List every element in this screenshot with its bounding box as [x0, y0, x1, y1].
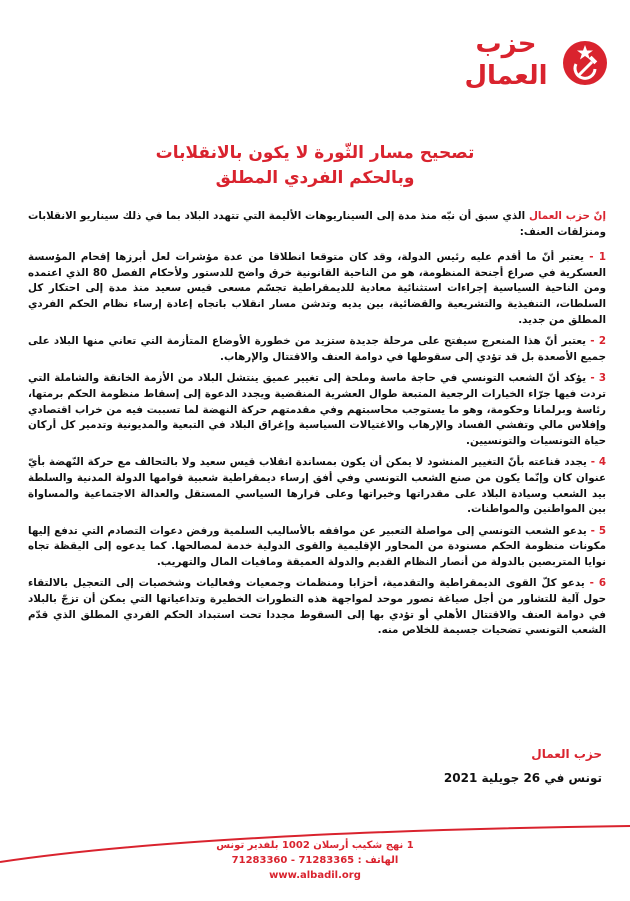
- intro-paragraph: [28, 209, 606, 240]
- logo-line-1: حزب: [475, 29, 537, 59]
- logo-text: [456, 28, 556, 92]
- title-line-1: تصحيح مسار الثّورة لا يكون بالانقلابات: [155, 143, 475, 163]
- item-text: يؤكد أنّ الشعب التونسي في حاجة ماسة وملحة إلى تغيير عميق ينتشل البلاد من الأزمة الخانقة والشاملة التي تردت فيها جرّاء الخيارات الرجعية المتبعة طوال العشرية المنقضية ويجدد الدعوة إلى إسقاط منظومة الحكم برمتها، رئاسة وبرلمانا وحكومة، وهو ما يستوجب محاسبتهم وفي مقدمتهم حركة النهضة لما تسببت فيه من خراب اقتصادي وإفلاس مالي وتفشي الفساد والإرهاب والاغتيالات السياسية وإغراق البلاد في التبعية والمديونية وتدمير كل أركان حياة التونسيات والتونسيين.: [28, 372, 606, 447]
- statement-item-3: [28, 371, 606, 449]
- item-text: يعتبر أنّ هذا المنعرج سيفتح على مرحلة جديدة ستزيد من خطورة الأوضاع المتأزمة التي تعاني منها البلاد على جميع الأصعدة بل قد تؤدي إلى سقوطها في دوامة العنف والاقتتال والإرهاب.: [28, 335, 606, 363]
- item-number: 6 -: [584, 577, 606, 590]
- statement-item-6: [28, 576, 606, 638]
- title-line-2: وبالحكم الفردي المطلق: [215, 168, 415, 188]
- item-number: 3 -: [586, 372, 606, 385]
- signature-party: حزب العمال: [531, 747, 602, 761]
- item-text: يدعو كلّ القوى الديمقراطية والتقدمية، أحزابا ومنظمات وجمعيات وفعاليات وشخصيات إلى التعجيل بالالتقاء حول آلية للتشاور من أجل صياغة تصور موحد لمواجهة هذه التطورات الخطيرة وتداعياتها التي يمكن أن تزجّ بالبلاد في دوامة العنف والاقتتال الأهلي أو تؤدي بها إلى السقوط مجددا تحت استبداد الحكم الفردي المطلق الذي قدّم الشعب التونسي تضحيات جسيمة للخلاص منه.: [28, 577, 606, 637]
- party-logo: [458, 12, 608, 122]
- footer: [0, 838, 630, 883]
- item-text: يدعو الشعب التونسي إلى مواصلة التعبير عن مواقفه بالأساليب السلمية ورفض دعوات التصادم التي تدفع إليها مكونات منظومة الحكم مسنودة من المحاور الإقليمية والقوى الدولية خدمة لمصالحها. كما يدعوه إلى اليقظة تجاه نوايا المتربصين بالدولة من أنصار النظام القديم والدولة العميقة ومافيات المال والتهريب.: [28, 524, 606, 568]
- item-number: 5 -: [586, 524, 606, 537]
- signature-date: تونس في 26 جويلية 2021: [443, 771, 602, 785]
- item-text: يعتبر أنّ ما أقدم عليه رئيس الدولة، وقد كان متوقعا انطلاقا من عدة مؤشرات لعل أبرزها إقحام المؤسسة العسكرية في صراع أجنحة المنظومة، هو من الناحية القانونية خرق واضح للدستور ولأحكام الفصل 80 الذي اعتمده ومن الناحية السياسية إجراءات استثنائية معادية للديمقراطية تجسّم مسعى قيس سعيد منذ مدة إلى احتكار كل السلطات، التنفيذية والتشريعية والقضائية، بين يديه وتدشن مسار انقلاب باتجاه إعادة إرساء نظام الحكم الفردي المطلق من جديد.: [28, 251, 606, 326]
- statement-item-1: [28, 250, 606, 328]
- hammer-sickle-star-icon: [562, 40, 608, 86]
- intro-party: إنّ حزب العمال: [528, 210, 606, 222]
- page-title: [60, 141, 570, 191]
- item-number: 4 -: [586, 456, 606, 469]
- footer-website[interactable]: www.albadil.org: [269, 870, 361, 881]
- intro-text: الذي سبق أن نبّه منذ مدة إلى السيناريوهات الأليمة التي تتهدد البلاد بما في ذلك سيناريو الانقلابات ومنزلقات العنف:: [28, 210, 606, 238]
- signature-block: [444, 742, 602, 790]
- item-text: يجدد قناعته بأنّ التغيير المنشود لا يمكن أن يكون بمساندة انقلاب قيس سعيد ولا بالتحالف مع حركة النّهضة بأيّ عنوان كان وإنّما يكون من صنع الشعب التونسي وفي أفق إرساء ديمقراطية شعبية قوامها الدولة المدنية والسلطة بيد الشعب وسيادة البلاد على مقدراتها وخيراتها وعلى قرارها السياسي المستقل والعدالة الاجتماعية والمساواة بين المواطنين والمواطنات.: [28, 456, 606, 516]
- logo-line-2: العمال: [464, 61, 548, 91]
- footer-address: 1 نهج شكيب أرسلان 1002 بلفدير تونس: [216, 840, 414, 851]
- statement-item-2: [28, 334, 606, 365]
- statement-body: [28, 209, 606, 645]
- statement-item-4: [28, 455, 606, 517]
- statement-item-5: [28, 524, 606, 571]
- item-number: 2 -: [586, 335, 606, 348]
- item-number: 1 -: [583, 251, 606, 264]
- footer-phone: الهاتف : 71283365 - 71283360: [231, 855, 399, 866]
